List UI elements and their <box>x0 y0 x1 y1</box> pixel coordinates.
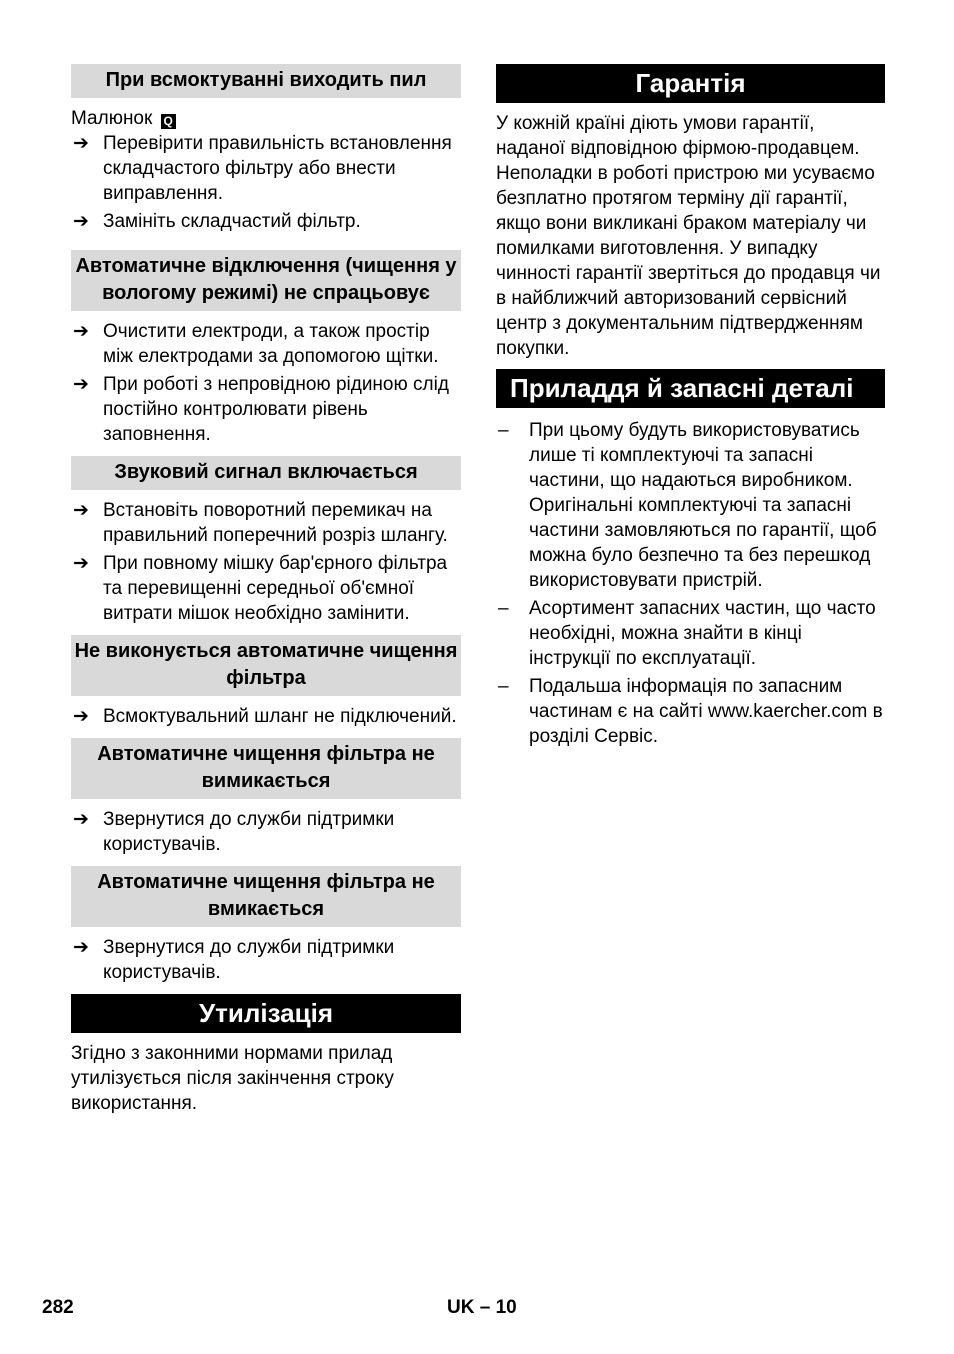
list-item: ➔ Звернутися до служби підтримки користувачів. <box>73 937 395 983</box>
section-heading-accessories: Приладдя й запасні деталі <box>496 369 885 408</box>
disposal-text: Згідно з законними нормами прилад утилізується після закінчення строку використання. <box>71 1043 394 1114</box>
arrow-right-icon: ➔ <box>73 553 89 574</box>
arrow-right-icon: ➔ <box>73 809 89 830</box>
list-accessories <box>496 418 885 749</box>
list-auto-clean-not-on <box>71 935 461 985</box>
list-item: ➔ Очистити електроди, а також простір між електродами за допомогою щітки. <box>73 321 439 367</box>
dash-bullet-icon: – <box>498 420 509 441</box>
language-page-label: UK – 10 <box>447 1297 517 1318</box>
list-item: ➔ Встановіть поворотний перемикач на правильний поперечний розріз шлангу. <box>73 500 448 546</box>
arrow-right-icon: ➔ <box>73 321 89 342</box>
figure-q-icon: Q <box>161 114 176 129</box>
section-heading-beeper: Звуковий сигнал включається <box>71 456 461 490</box>
list-item: – Асортимент запасних частин, що часто необхідні, можна знайти в кінці інструкції по експлуатації. <box>498 598 876 669</box>
figure-reference <box>71 106 461 131</box>
list-item: – При цьому будуть використовуватись лише ті комплектуючі та запасні частини, що надаються виробником. Оригінальні комплектуючі та запасні частини замовляються по гарантії, щоб можна було безпечно та без перешкод використовувати пристрій. <box>498 420 877 591</box>
section-heading-auto-clean-not-on: Автоматичне чищення фільтра не вмикається <box>71 866 461 927</box>
list-item: ➔ При роботі з непровідною рідиною слід постійно контролювати рівень заповнення. <box>73 374 449 445</box>
dash-bullet-icon: – <box>498 598 509 619</box>
left-column <box>71 64 461 1116</box>
arrow-right-icon: ➔ <box>73 211 89 232</box>
list-item: ➔ Всмоктувальний шланг не підключений. <box>73 706 457 727</box>
list-item: ➔ Замініть складчастий фільтр. <box>73 211 361 232</box>
arrow-right-icon: ➔ <box>73 500 89 521</box>
list-beeper <box>71 498 461 626</box>
section-heading-auto-off: Автоматичне відключення (чищення у вологому режимі) не спрацьовує <box>71 250 461 311</box>
arrow-right-icon: ➔ <box>73 706 89 727</box>
section-heading-warranty: Гарантія <box>496 64 885 103</box>
section-heading-no-auto-clean: Не виконується автоматичне чищення фільтра <box>71 635 461 696</box>
list-auto-off <box>71 319 461 447</box>
list-auto-clean-not-off <box>71 807 461 857</box>
list-item: ➔ Звернутися до служби підтримки користувачів. <box>73 809 395 855</box>
arrow-right-icon: ➔ <box>73 133 89 154</box>
list-item: ➔ При повному мішку бар'єрного фільтра та перевищенні середньої об'ємної витрати мішок необхідно замінити. <box>73 553 448 624</box>
section-heading-auto-clean-not-off: Автоматичне чищення фільтра не вимикається <box>71 738 461 799</box>
section-heading-dust: При всмоктуванні виходить пил <box>71 64 461 98</box>
list-item: ➔ Перевірити правильність встановлення складчастого фільтру або внести виправлення. <box>73 133 452 204</box>
section-heading-disposal: Утилізація <box>71 994 461 1033</box>
list-no-auto-clean <box>71 704 461 729</box>
list-dust <box>71 131 461 234</box>
right-column <box>496 64 885 752</box>
arrow-right-icon: ➔ <box>73 374 89 395</box>
arrow-right-icon: ➔ <box>73 937 89 958</box>
page-number: 282 <box>42 1297 74 1318</box>
list-item: – Подальша інформація по запасним частинам є на сайті www.kaercher.com в розділі Сервіс. <box>498 676 883 747</box>
dash-bullet-icon: – <box>498 676 509 697</box>
figure-label: Малюнок <box>71 108 153 129</box>
warranty-text: У кожній країні діють умови гарантії, наданої відповідною фірмою-продавцем. Неполадки в роботі пристрою ми усуваємо безплатно протягом терміну дії гарантії, якщо вони викликані браком матеріалу чи помилками виготовлення. У випадку чинності гарантії звертіться до продавця чи в найближчий авторизований сервісний центр з документальним підтвердженням покупки. <box>496 113 881 359</box>
